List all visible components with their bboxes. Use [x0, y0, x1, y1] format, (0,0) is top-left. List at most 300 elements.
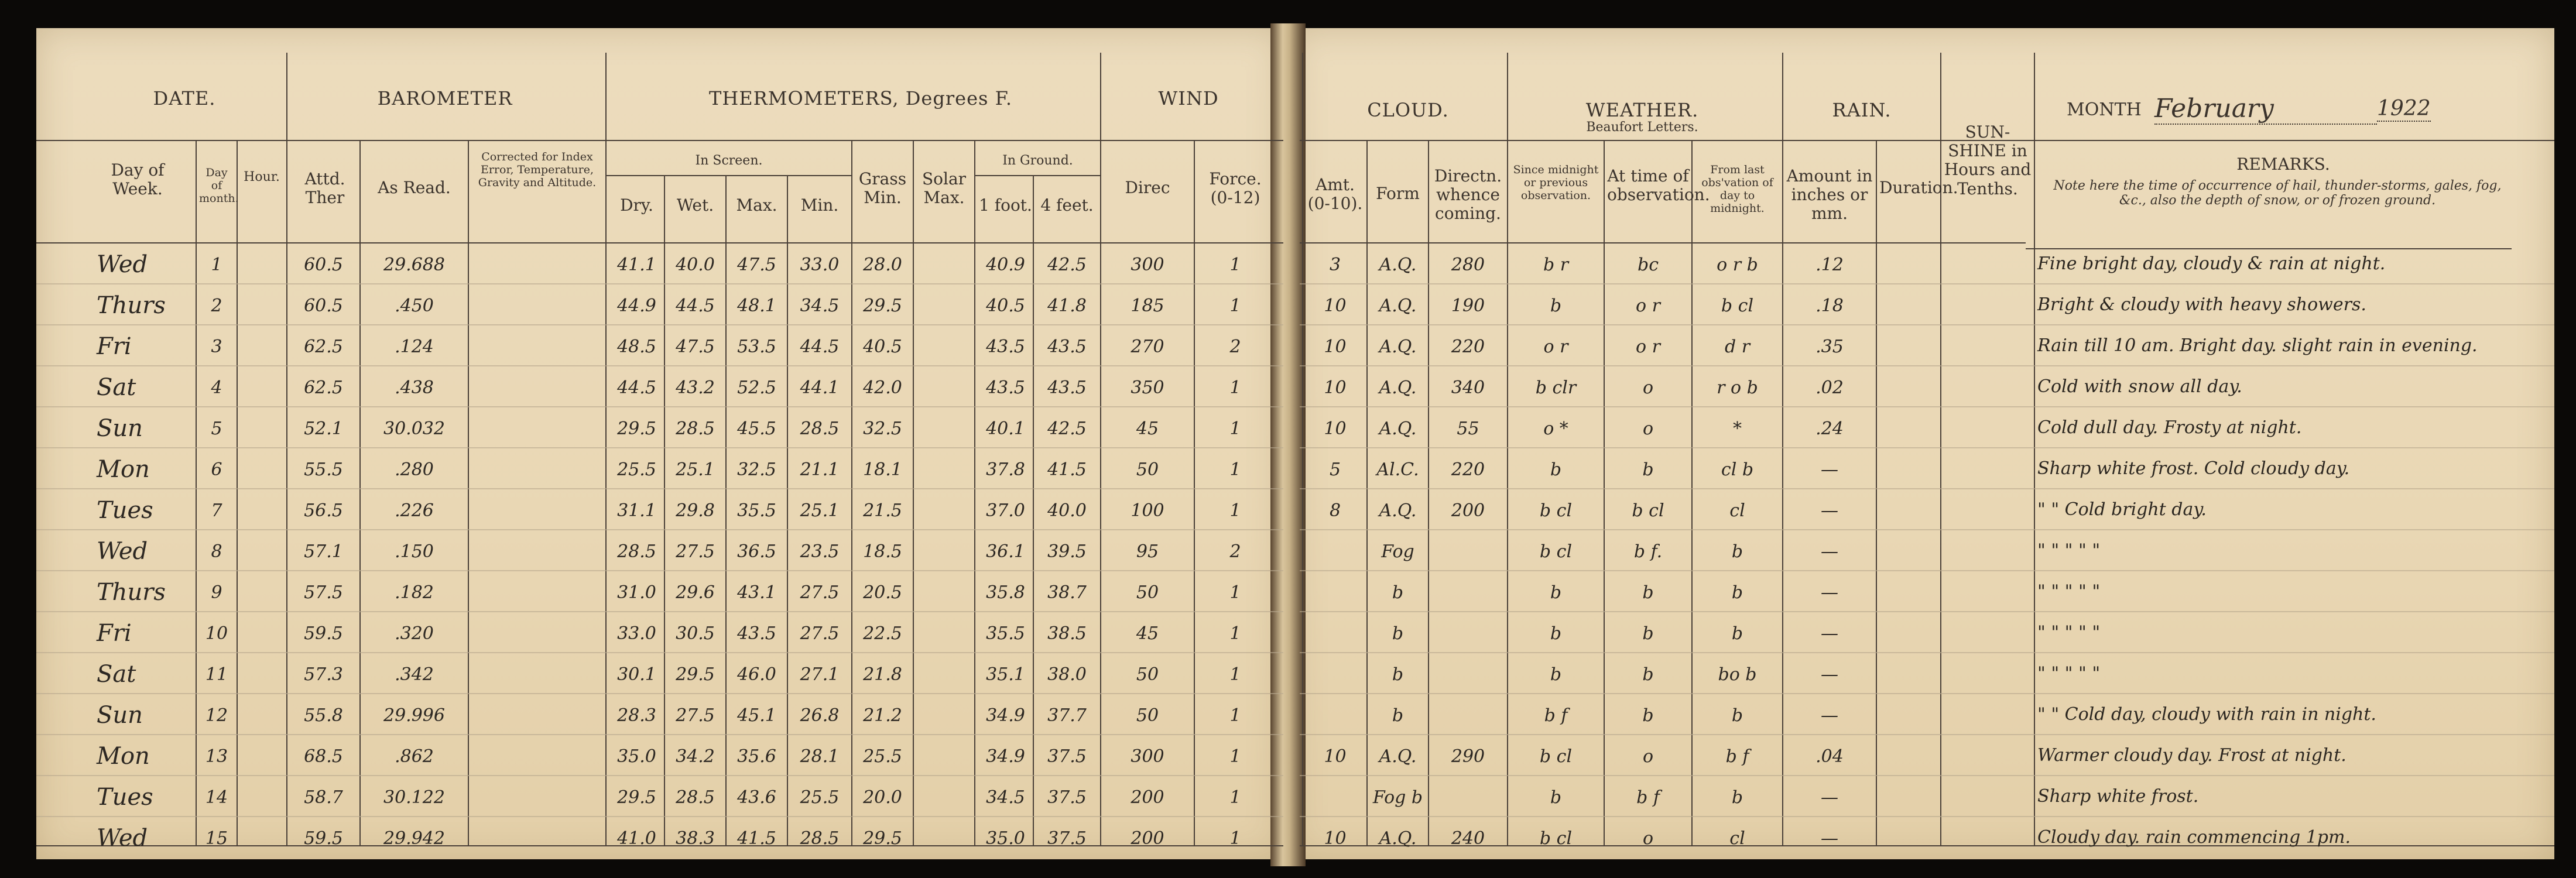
- header-date: DATE.: [153, 87, 216, 109]
- cell-attd: 57.3: [304, 664, 343, 685]
- cell-w2: bc: [1637, 255, 1659, 275]
- cell-grass: 20.5: [863, 582, 902, 603]
- header-grass-min: Grass Min.: [858, 169, 907, 208]
- cell-force: 2: [1229, 337, 1241, 357]
- cell-w1: b cl: [1539, 828, 1573, 849]
- header-duration: Duration.: [1879, 178, 1958, 197]
- cell-w2: o: [1642, 828, 1654, 849]
- cell-g1: 37.0: [986, 500, 1025, 521]
- cell-day: Tues: [97, 497, 153, 524]
- cell-read: 29.942: [383, 828, 445, 849]
- cell-g4: 43.5: [1047, 378, 1087, 398]
- cell-g1: 34.9: [986, 705, 1025, 726]
- cell-amt: 10: [1324, 296, 1347, 316]
- cell-cdir: 280: [1451, 255, 1485, 275]
- cell-cdir: 340: [1451, 378, 1485, 398]
- cell-g4: 39.5: [1047, 541, 1087, 562]
- header-rain: RAIN.: [1832, 99, 1892, 121]
- cell-grass: 29.5: [863, 828, 902, 849]
- cell-attd: 60.5: [304, 255, 343, 275]
- cell-max: 46.0: [737, 664, 776, 685]
- header-sunshine: SUN-SHINE in Hours and Tenths.: [1944, 122, 2032, 198]
- cell-attd: 56.5: [304, 500, 343, 521]
- cell-dir: 200: [1131, 828, 1164, 849]
- cell-w3: b cl: [1721, 296, 1754, 316]
- cell-w3: cl: [1729, 500, 1745, 521]
- cell-read: .450: [395, 296, 434, 316]
- cell-attd: 58.7: [304, 787, 343, 808]
- cell-force: 2: [1229, 541, 1241, 562]
- cell-form: b: [1392, 582, 1404, 603]
- cell-cdir: 220: [1451, 337, 1485, 357]
- cell-w3: o r b: [1717, 255, 1758, 275]
- cell-grass: 28.0: [863, 255, 902, 275]
- cell-form: b: [1392, 705, 1404, 726]
- cell-max: 36.5: [737, 541, 776, 562]
- cell-g1: 35.0: [986, 828, 1025, 849]
- cell-grass: 18.1: [863, 459, 902, 480]
- header-form: Form: [1376, 184, 1420, 203]
- cell-g1: 36.1: [986, 541, 1025, 562]
- cell-max: 41.5: [737, 828, 776, 849]
- cell-max: 48.1: [737, 296, 776, 316]
- cell-grass: 25.5: [863, 746, 902, 767]
- cell-rain: .12: [1815, 255, 1844, 275]
- cell-form: Al.C.: [1376, 459, 1419, 480]
- cell-form: A.Q.: [1379, 296, 1417, 316]
- remark-text: Sharp white frost. Cold cloudy day.: [2037, 458, 2350, 479]
- cell-date: 12: [205, 705, 228, 726]
- cell-date: 10: [205, 623, 228, 644]
- cell-form: A.Q.: [1379, 500, 1417, 521]
- cell-g4: 42.5: [1047, 419, 1087, 439]
- cell-attd: 55.8: [304, 705, 343, 726]
- cell-day: Sat: [97, 661, 136, 688]
- cell-day: Wed: [97, 825, 148, 852]
- cell-w1: o *: [1543, 419, 1568, 439]
- cell-day: Thurs: [97, 579, 166, 606]
- remark-text: " " " " ": [2037, 581, 2101, 602]
- cell-grass: 40.5: [863, 337, 902, 357]
- cell-min: 27.5: [800, 582, 840, 603]
- cell-grass: 22.5: [863, 623, 902, 644]
- cell-min: 28.5: [800, 419, 840, 439]
- cell-rain: —: [1821, 623, 1838, 644]
- cell-force: 1: [1229, 705, 1241, 726]
- cell-max: 47.5: [737, 255, 776, 275]
- cell-g1: 43.5: [986, 337, 1025, 357]
- remark-text: " " " " ": [2037, 622, 2101, 643]
- cell-wet: 47.5: [676, 337, 715, 357]
- cell-w1: b: [1550, 664, 1562, 685]
- cell-wet: 44.5: [676, 296, 715, 316]
- cell-g1: 35.5: [986, 623, 1025, 644]
- cell-attd: 60.5: [304, 296, 343, 316]
- cell-w3: d r: [1724, 337, 1751, 357]
- cell-force: 1: [1229, 746, 1241, 767]
- cell-force: 1: [1229, 255, 1241, 275]
- cell-dir: 200: [1131, 787, 1164, 808]
- cell-g4: 37.5: [1047, 787, 1087, 808]
- remark-text: " " Cold bright day.: [2037, 499, 2207, 520]
- cell-min: 26.8: [800, 705, 840, 726]
- remark-text: " " Cold day, cloudy with rain in night.: [2037, 704, 2376, 725]
- cell-w2: b: [1642, 664, 1654, 685]
- cell-w2: b: [1642, 582, 1654, 603]
- cell-w2: o r: [1636, 296, 1660, 316]
- month-label: MONTH: [2067, 100, 2142, 120]
- cell-wet: 29.5: [676, 664, 715, 685]
- cell-w1: b cl: [1539, 541, 1573, 562]
- cell-min: 33.0: [800, 255, 840, 275]
- cell-rain: .02: [1815, 378, 1844, 398]
- cell-g1: 37.8: [986, 459, 1025, 480]
- cell-dir: 95: [1136, 541, 1159, 562]
- cell-wet: 29.8: [676, 500, 715, 521]
- remark-text: Bright & cloudy with heavy showers.: [2037, 294, 2366, 315]
- cell-day: Mon: [97, 743, 150, 770]
- cell-rain: .24: [1815, 419, 1844, 439]
- header-direc: Direc: [1125, 178, 1170, 197]
- remark-text: " " " " ": [2037, 663, 2101, 684]
- cell-dry: 35.0: [617, 746, 656, 767]
- cell-amt: 10: [1324, 419, 1347, 439]
- header-weather: WEATHER.: [1585, 99, 1699, 121]
- cell-dry: 29.5: [617, 787, 656, 808]
- cell-dry: 31.0: [617, 582, 656, 603]
- header-max: Max.: [736, 196, 777, 215]
- cell-read: .862: [395, 746, 434, 767]
- header-solar-max: Solar Max.: [922, 169, 967, 208]
- cell-dry: 28.3: [617, 705, 656, 726]
- header-directn: Directn. whence coming.: [1434, 166, 1502, 224]
- cell-form: A.Q.: [1379, 828, 1417, 849]
- cell-w3: b f: [1725, 746, 1749, 767]
- cell-amt: 10: [1324, 378, 1347, 398]
- cell-attd: 57.1: [304, 541, 343, 562]
- header-force: Force. (0-12): [1209, 169, 1262, 208]
- month-value: February: [2154, 94, 2377, 125]
- cell-date: 9: [211, 582, 222, 603]
- cell-day: Sat: [97, 374, 136, 401]
- cell-form: A.Q.: [1379, 378, 1417, 398]
- cell-min: 28.1: [800, 746, 840, 767]
- remark-text: Cloudy day. rain commencing 1pm.: [2037, 827, 2351, 848]
- year-value: 1922: [2377, 97, 2431, 121]
- cell-attd: 62.5: [304, 378, 343, 398]
- cell-min: 44.5: [800, 337, 840, 357]
- cell-rain: —: [1821, 787, 1838, 808]
- cell-cdir: 240: [1451, 828, 1485, 849]
- cell-wet: 27.5: [676, 541, 715, 562]
- cell-wet: 43.2: [676, 378, 715, 398]
- cell-g1: 34.5: [986, 787, 1025, 808]
- cell-max: 43.1: [737, 582, 776, 603]
- remark-text: Fine bright day, cloudy & rain at night.: [2037, 253, 2386, 274]
- cell-grass: 29.5: [863, 296, 902, 316]
- cell-attd: 68.5: [304, 746, 343, 767]
- cell-max: 43.5: [737, 623, 776, 644]
- cell-attd: 55.5: [304, 459, 343, 480]
- header-attd-ther: Attd. Ther: [304, 169, 345, 208]
- cell-dry: 44.9: [617, 296, 656, 316]
- cell-w1: b clr: [1535, 378, 1577, 398]
- cell-date: 15: [205, 828, 228, 849]
- cell-rain: —: [1821, 705, 1838, 726]
- header-remarks: REMARKS.: [2236, 155, 2330, 174]
- cell-dry: 29.5: [617, 419, 656, 439]
- cell-wet: 34.2: [676, 746, 715, 767]
- remark-text: Rain till 10 am. Bright day. slight rain in evening.: [2037, 335, 2478, 356]
- cell-w1: b cl: [1539, 746, 1573, 767]
- header-cloud: CLOUD.: [1367, 99, 1449, 121]
- cell-force: 1: [1229, 623, 1241, 644]
- header-amt: Amt. (0-10).: [1307, 175, 1363, 214]
- cell-g4: 38.5: [1047, 623, 1087, 644]
- cell-dry: 25.5: [617, 459, 656, 480]
- header-in-screen: In Screen.: [695, 153, 763, 168]
- header-hour: Hour.: [244, 170, 280, 184]
- header-dry: Dry.: [620, 196, 653, 215]
- cell-day: Fri: [97, 620, 132, 647]
- cell-day: Wed: [97, 251, 148, 278]
- cell-force: 1: [1229, 459, 1241, 480]
- cell-dir: 50: [1136, 664, 1159, 685]
- cell-rain: .35: [1815, 337, 1844, 357]
- cell-w2: b f.: [1633, 541, 1663, 562]
- cell-g1: 40.5: [986, 296, 1025, 316]
- cell-read: .320: [395, 623, 434, 644]
- remark-text: Sharp white frost.: [2037, 786, 2199, 807]
- cell-g4: 38.0: [1047, 664, 1087, 685]
- cell-rain: .04: [1815, 746, 1844, 767]
- cell-min: 21.1: [800, 459, 840, 480]
- cell-force: 1: [1229, 378, 1241, 398]
- cell-g1: 40.1: [986, 419, 1025, 439]
- cell-force: 1: [1229, 296, 1241, 316]
- cell-read: 29.688: [383, 255, 445, 275]
- cell-w1: b f: [1544, 705, 1568, 726]
- cell-w1: o r: [1543, 337, 1568, 357]
- header-one-foot: 1 foot.: [979, 196, 1032, 215]
- cell-form: Fog: [1381, 541, 1414, 562]
- cell-date: 2: [211, 296, 222, 316]
- cell-cdir: 220: [1451, 459, 1485, 480]
- cell-attd: 52.1: [304, 419, 343, 439]
- cell-read: .124: [395, 337, 434, 357]
- cell-grass: 42.0: [863, 378, 902, 398]
- remark-text: " " " " ": [2037, 540, 2101, 561]
- cell-dir: 50: [1136, 459, 1159, 480]
- cell-day: Sun: [97, 702, 143, 729]
- cell-attd: 59.5: [304, 623, 343, 644]
- header-amount: Amount in inches or mm.: [1786, 166, 1873, 224]
- cell-w3: r o b: [1717, 378, 1758, 398]
- cell-g4: 41.5: [1047, 459, 1087, 480]
- cell-wet: 27.5: [676, 705, 715, 726]
- cell-dry: 41.0: [617, 828, 656, 849]
- cell-w1: b r: [1543, 255, 1569, 275]
- cell-amt: 10: [1324, 337, 1347, 357]
- remarks-note: Note here the time of occurrence of hail, thunder-storms, gales, fog, &c., also the depth of snow, or of frozen ground.: [2053, 179, 2502, 208]
- cell-w1: b cl: [1539, 500, 1573, 521]
- cell-amt: 10: [1324, 746, 1347, 767]
- cell-form: A.Q.: [1379, 746, 1417, 767]
- cell-read: 30.122: [383, 787, 445, 808]
- header-corrected: Corrected for Index Error, Temperature, Gravity and Altitude.: [478, 150, 597, 189]
- cell-w3: b: [1731, 787, 1743, 808]
- cell-grass: 18.5: [863, 541, 902, 562]
- cell-g1: 34.9: [986, 746, 1025, 767]
- cell-form: A.Q.: [1379, 419, 1417, 439]
- cell-grass: 21.8: [863, 664, 902, 685]
- cell-wet: 28.5: [676, 787, 715, 808]
- cell-dry: 31.1: [617, 500, 656, 521]
- header-thermometers: THERMOMETERS, Degrees F.: [709, 87, 1012, 109]
- cell-rain: —: [1821, 664, 1838, 685]
- cell-w3: b: [1731, 541, 1743, 562]
- cell-g4: 37.7: [1047, 705, 1087, 726]
- cell-day: Thurs: [97, 292, 166, 319]
- header-as-read: As Read.: [378, 178, 451, 197]
- cell-max: 32.5: [737, 459, 776, 480]
- cell-grass: 32.5: [863, 419, 902, 439]
- cell-read: .226: [395, 500, 434, 521]
- cell-max: 45.1: [737, 705, 776, 726]
- cell-date: 1: [211, 255, 222, 275]
- header-barometer: BAROMETER: [377, 87, 513, 109]
- cell-min: 23.5: [800, 541, 840, 562]
- cell-w3: b: [1731, 705, 1743, 726]
- cell-max: 53.5: [737, 337, 776, 357]
- cell-dir: 300: [1131, 746, 1164, 767]
- cell-cdir: 290: [1451, 746, 1485, 767]
- cell-amt: 5: [1329, 459, 1341, 480]
- cell-w2: o: [1642, 378, 1654, 398]
- cell-max: 52.5: [737, 378, 776, 398]
- cell-read: 29.996: [383, 705, 445, 726]
- cell-w1: b: [1550, 296, 1562, 316]
- cell-w3: bo b: [1718, 664, 1757, 685]
- cell-g4: 41.8: [1047, 296, 1087, 316]
- cell-attd: 57.5: [304, 582, 343, 603]
- cell-attd: 59.5: [304, 828, 343, 849]
- cell-w3: b: [1731, 582, 1743, 603]
- cell-g4: 37.5: [1047, 746, 1087, 767]
- cell-w1: b: [1550, 582, 1562, 603]
- cell-force: 1: [1229, 664, 1241, 685]
- cell-amt: 3: [1329, 255, 1341, 275]
- cell-w1: b: [1550, 459, 1562, 480]
- cell-g1: 40.9: [986, 255, 1025, 275]
- cell-cdir: 200: [1451, 500, 1485, 521]
- cell-dry: 48.5: [617, 337, 656, 357]
- cell-dir: 300: [1131, 255, 1164, 275]
- cell-rain: —: [1821, 541, 1838, 562]
- cell-dir: 50: [1136, 582, 1159, 603]
- cell-w2: b: [1642, 623, 1654, 644]
- cell-max: 43.6: [737, 787, 776, 808]
- cell-wet: 29.6: [676, 582, 715, 603]
- cell-dir: 45: [1136, 623, 1159, 644]
- cell-rain: —: [1821, 459, 1838, 480]
- cell-w1: b: [1550, 623, 1562, 644]
- cell-read: .182: [395, 582, 434, 603]
- header-at-time: At time of observation.: [1607, 166, 1710, 205]
- cell-date: 14: [205, 787, 228, 808]
- cell-max: 45.5: [737, 419, 776, 439]
- cell-w1: b: [1550, 787, 1562, 808]
- cell-dry: 44.5: [617, 378, 656, 398]
- cell-cdir: 190: [1451, 296, 1485, 316]
- remark-text: Cold dull day. Frosty at night.: [2037, 417, 2302, 438]
- cell-w2: o: [1642, 419, 1654, 439]
- cell-date: 3: [211, 337, 222, 357]
- cell-min: 25.1: [800, 500, 840, 521]
- cell-day: Fri: [97, 333, 132, 360]
- cell-wet: 38.3: [676, 828, 715, 849]
- cell-date: 13: [205, 746, 228, 767]
- cell-read: .342: [395, 664, 434, 685]
- cell-w3: b: [1731, 623, 1743, 644]
- cell-attd: 62.5: [304, 337, 343, 357]
- cell-dry: 41.1: [617, 255, 656, 275]
- cell-g1: 43.5: [986, 378, 1025, 398]
- header-wind: WIND: [1158, 87, 1219, 109]
- cell-rain: —: [1821, 500, 1838, 521]
- cell-w2: b: [1642, 705, 1654, 726]
- cell-force: 1: [1229, 582, 1241, 603]
- cell-min: 34.5: [800, 296, 840, 316]
- cell-dir: 185: [1131, 296, 1164, 316]
- cell-form: A.Q.: [1379, 337, 1417, 357]
- remark-text: Warmer cloudy day. Frost at night.: [2037, 745, 2347, 766]
- cell-force: 1: [1229, 787, 1241, 808]
- cell-dry: 30.1: [617, 664, 656, 685]
- cell-wet: 25.1: [676, 459, 715, 480]
- cell-wet: 40.0: [676, 255, 715, 275]
- cell-day: Tues: [97, 784, 153, 811]
- cell-wet: 30.5: [676, 623, 715, 644]
- cell-g4: 43.5: [1047, 337, 1087, 357]
- cell-g4: 38.7: [1047, 582, 1087, 603]
- remark-text: Cold with snow all day.: [2037, 376, 2242, 397]
- cell-form: Fog b: [1372, 787, 1423, 808]
- cell-g1: 35.8: [986, 582, 1025, 603]
- cell-w2: b cl: [1632, 500, 1664, 521]
- cell-date: 7: [211, 500, 222, 521]
- header-from-last: From last obs'vation of day to midnight.: [1701, 163, 1773, 215]
- cell-w2: o: [1642, 746, 1654, 767]
- cell-read: 30.032: [383, 419, 445, 439]
- cell-amt: 8: [1329, 500, 1341, 521]
- cell-g4: 37.5: [1047, 828, 1087, 849]
- cell-force: 1: [1229, 500, 1241, 521]
- cell-g4: 42.5: [1047, 255, 1087, 275]
- header-day-of-month: Day of month.: [199, 166, 239, 205]
- cell-min: 28.5: [800, 828, 840, 849]
- cell-dir: 270: [1131, 337, 1164, 357]
- cell-form: b: [1392, 623, 1404, 644]
- cell-dry: 33.0: [617, 623, 656, 644]
- header-beaufort: Beaufort Letters.: [1586, 120, 1698, 135]
- cell-rain: —: [1821, 582, 1838, 603]
- cell-form: A.Q.: [1379, 255, 1417, 275]
- cell-w3: cl b: [1721, 459, 1754, 480]
- cell-max: 35.5: [737, 500, 776, 521]
- header-since-midnight: Since midnight or previous observation.: [1513, 163, 1599, 202]
- cell-g1: 35.1: [986, 664, 1025, 685]
